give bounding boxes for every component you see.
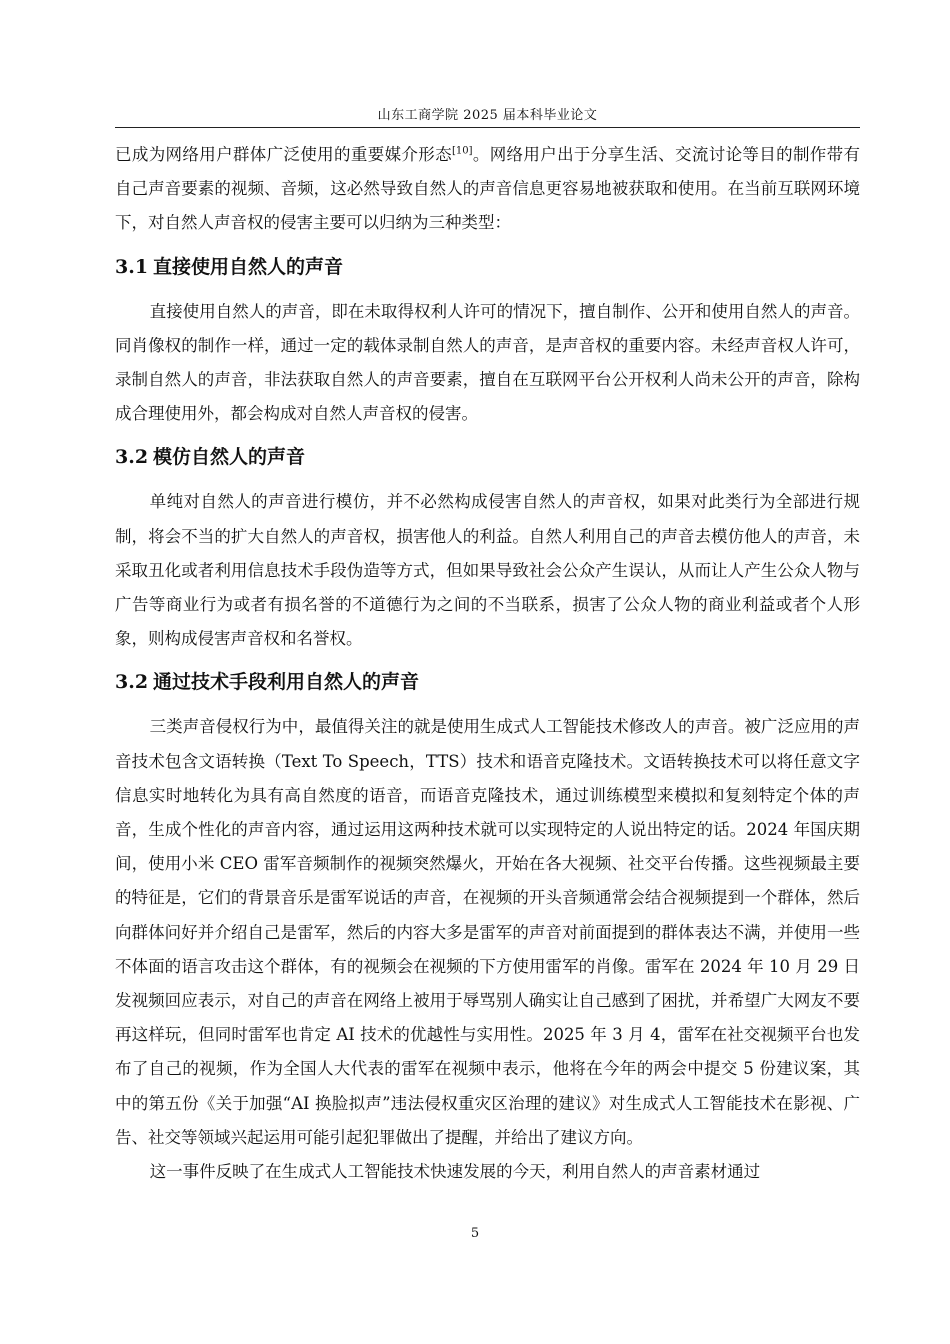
citation-ref: [10]	[451, 145, 473, 157]
section-paragraph: 单纯对自然人的声音进行模仿，并不必然构成侵害自然人的声音权，如果对此类行为全部进行规制，将会不当的扩大自然人的声音权，损害他人的利益。自然人利用自己的声音去模仿他人的声音，未采取丑化或者利用信息技术手段伪造等方式，但如果导致社会公众产生误认，从而让人产生公众人物与广告等商业行为或者有损名誉的不道德行为之间的不当联系，损害了公众人物的商业利益或者个人形象，则构成侵害声音权和名誉权。	[115, 492, 860, 649]
page-number: 5	[470, 1226, 480, 1241]
body-text	[115, 138, 860, 1189]
section-heading-3-2-technology	[115, 660, 860, 704]
section-paragraph: 三类声音侵权行为中，最值得关注的就是使用生成式人工智能技术修改人的声音。被广泛应用的声音技术包含文语转换（Text To Speech，TTS）技术和语音克隆技术。文语转换技术可以将任意文字信息实时地转化为具有高自然度的语音，而语音克隆技术，通过训练模型来模拟和复刻特定个体的声音，生成个性化的声音内容，通过运用这两种技术就可以实现特定的人说出特定的话。2024 年国庆期间，使用小米 CEO 雷军音频制作的视频突然爆火，开始在各大视频、社交平台传播。这些视频最主要的特征是，它们的背景音乐是雷军说话的声音，在视频的开头音频通常会结合视频提到一个群体，然后向群体问好并介绍自己是雷军，然后的内容大多是雷军的声音对前面提到的群体表达不满，并使用一些不体面的语言攻击这个群体，有的视频会在视频的下方使用雷军的肖像。雷军在 2024 年 10 月 29 日发视频回应表示，对自己的声音在网络上被用于辱骂别人确实让自己感到了困扰，并希望广大网友不要再这样玩，但同时雷军也肯定 AI 技术的优越性与实用性。2025 年 3 月 4，雷军在社交视频平台也发布了自己的视频，作为全国人大代表的雷军在视频中表示，他将在今年的两会中提交 5 份建议案，其中的第五份《关于加强“AI 换脸拟声”违法侵权重灾区治理的建议》对生成式人工智能技术在影视、广告、社交等领域兴起运用可能引起犯罪做出了提醒，并给出了建议方向。	[115, 717, 860, 1147]
section-paragraph: 这一事件反映了在生成式人工智能技术快速发展的今天，利用自然人的声音素材通过	[149, 1162, 761, 1182]
section-paragraph: 直接使用自然人的声音，即在未取得权利人许可的情况下，擅自制作、公开和使用自然人的声音。同肖像权的制作一样，通过一定的载体录制自然人的声音，是声音权的重要内容。未经声音权人许可，录制自然人的声音，非法获取自然人的声音要素，擅自在互联网平台公开权利人尚未公开的声音，除构成合理使用外，都会构成对自然人声音权的侵害。	[115, 301, 860, 424]
intro-text-1: 已成为网络用户群体广泛使用的重要媒介形态	[115, 145, 452, 164]
section-title: 直接使用自然人的声音	[153, 255, 344, 278]
intro-text-2: 。网络用户出于分享生活、交流讨论等目的制作带有自己声音要素的视频、音频，这必然导致自然人的声音信息更容易地被获取和使用。在当前互联网环境下，对自然人声音权的侵害主要可以归纳为三种类型：	[115, 145, 861, 233]
section-number: 3.2	[115, 671, 149, 694]
section-title: 通过技术手段利用自然人的声音	[153, 671, 420, 694]
section-heading-3-2-imitation	[115, 435, 860, 479]
section-number: 3.2	[115, 446, 149, 469]
section-number: 3.1	[115, 255, 149, 278]
header-rule	[115, 127, 860, 128]
section-heading-3-1	[115, 245, 860, 289]
running-header: 山东工商学院 2025 届本科毕业论文	[377, 108, 598, 123]
section-title: 模仿自然人的声音	[153, 446, 306, 469]
intro-paragraph	[115, 138, 860, 241]
